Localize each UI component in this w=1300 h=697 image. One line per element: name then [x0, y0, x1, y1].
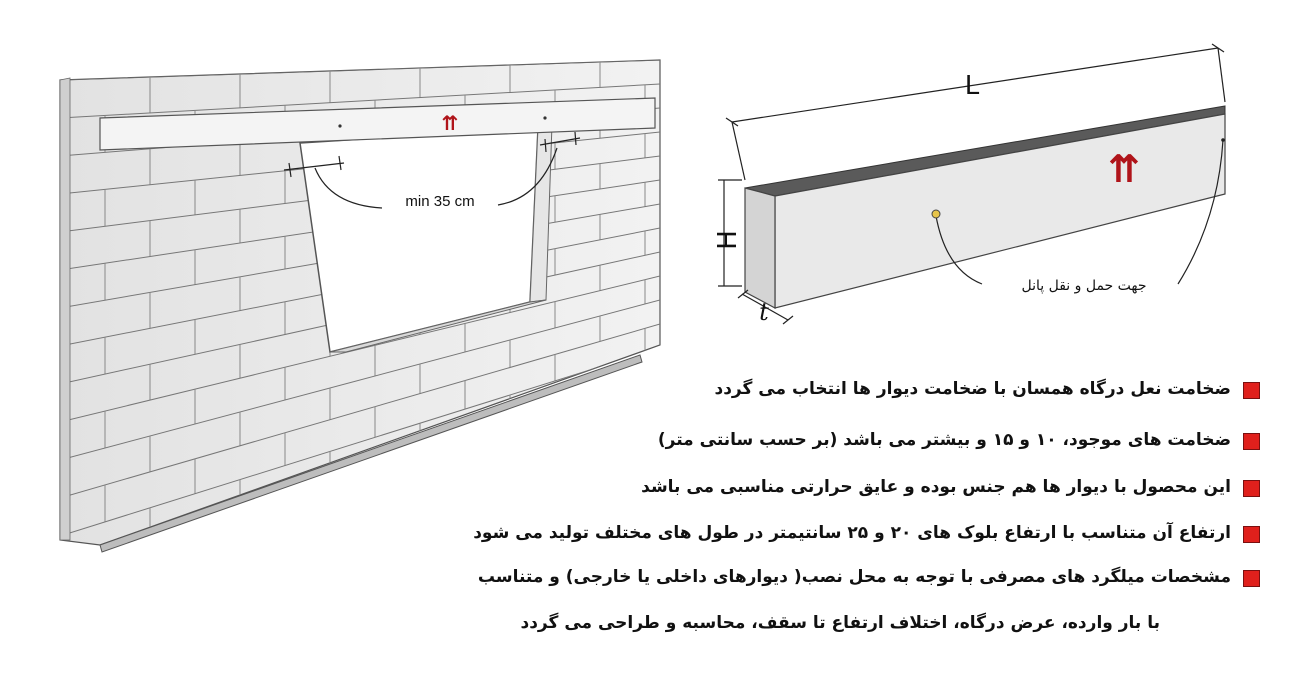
feature-item [473, 518, 1260, 548]
feature-text: ضخامت های موجود، ۱۰ و ۱۵ و بیشتر می باشد (بر حسب سانتی متر) [657, 430, 1231, 450]
length-label: L [964, 71, 980, 101]
red-square-icon [1243, 433, 1260, 450]
block-wall-illustration [0, 0, 680, 560]
feature-text: ضخامت نعل درگاه همسان با ضخامت دیوار ها انتخاب می گردد [714, 379, 1231, 399]
red-square-icon [1243, 382, 1260, 399]
lifting-label: جهت حمل و نقل پانل [1021, 278, 1147, 294]
thickness-label: t [759, 298, 769, 326]
lintel-illustration [690, 30, 1270, 330]
feature-text: ارتفاع آن متناسب با ارتفاع بلوک های ۲۰ و ۲۵ سانتیمتر در طول های مختلف تولید می شود [473, 523, 1231, 543]
feature-item [641, 472, 1260, 502]
wall-lift-arrows: ⇈ [441, 111, 459, 135]
red-square-icon [1243, 570, 1260, 587]
wall-edge-blocks [60, 78, 70, 540]
feature-text: این محصول با دیوار ها هم جنس بوده و عایق حرارتی مناسبی می باشد [641, 477, 1231, 497]
red-square-icon [1243, 526, 1260, 543]
height-label: H [713, 230, 743, 250]
lintel-front-face [775, 114, 1225, 308]
support-dimension-label: min 35 cm [405, 193, 475, 210]
feature-item-continuation [520, 608, 1160, 638]
lintel-end-face [745, 188, 775, 308]
red-square-icon [1243, 480, 1260, 497]
lintel-lift-arrows: ⇈ [1108, 147, 1140, 191]
feature-text: مشخصات میلگرد های مصرفی با توجه به محل نصب( دیوارهای داخلی یا خارجی) و متناسب [477, 567, 1231, 587]
feature-text: با بار وارده، عرض درگاه، اختلاف ارتفاع تا سقف، محاسبه و طراحی می گردد [520, 613, 1160, 633]
lifting-point [932, 210, 940, 218]
feature-item [478, 562, 1260, 592]
feature-item [714, 374, 1260, 404]
feature-item [658, 425, 1260, 455]
